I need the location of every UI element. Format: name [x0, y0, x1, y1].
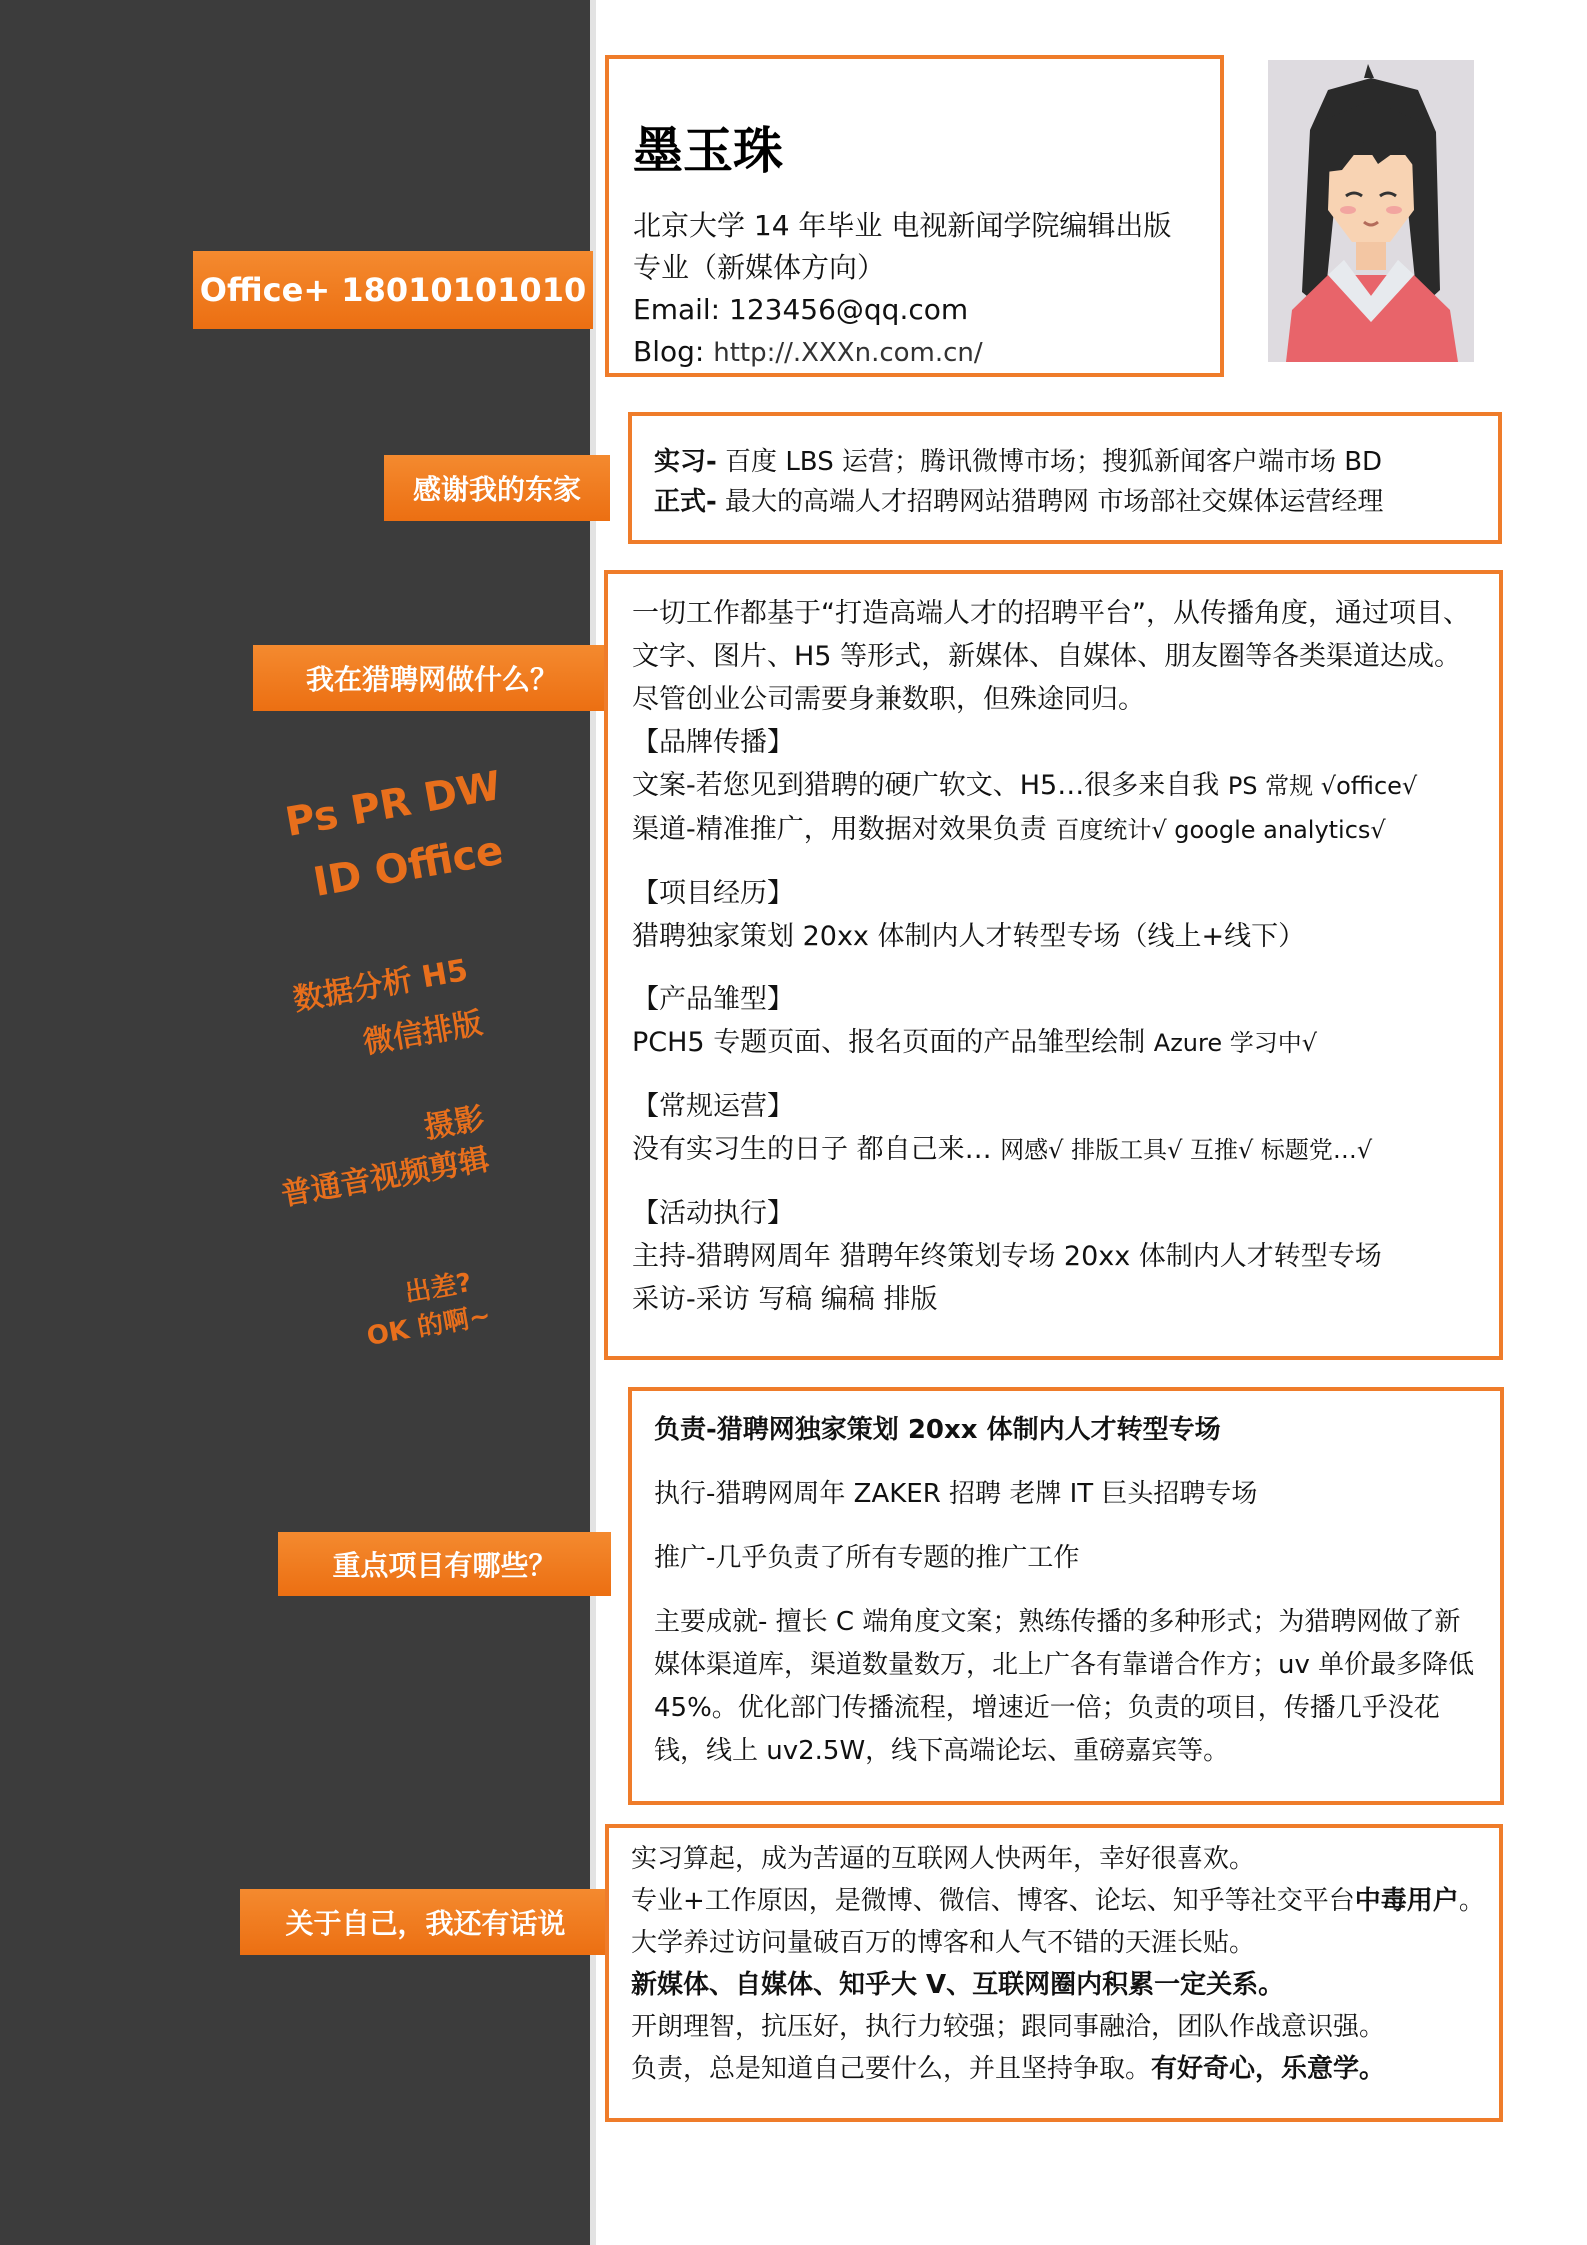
email[interactable]: Email: 123456@qq.com — [633, 293, 969, 326]
skill-travel-1: 出差? — [402, 1267, 474, 1310]
projects-text: 重点项目有哪些？ — [332, 1549, 557, 1582]
ops-line-1: 没有实习生的日子 都自己来… 网感√ 排版工具√ 互推√ 标题党…√ — [632, 1134, 1373, 1165]
about-line-1: 实习算起，成为苦逼的互联网人快两年，幸好很喜欢。 — [631, 1844, 1256, 1874]
about-box — [605, 1824, 1503, 2122]
skill-wechat: 微信排版 — [360, 1005, 486, 1062]
skill-travel-2: OK 的啊~ — [364, 1300, 494, 1353]
project-achievement: 主要成就- 擅长 C 端角度文案；熟练传播的多种形式；为猎聘网做了新媒体渠道库，渠道数量数万，北上广各有靠谱合作方；uv 单价最多降低 45%。优化部门传播流程，增速近一倍；负责的项目，传播几乎没花钱，线上 uv2.5W，线下高端论坛、重磅嘉宾等。 — [654, 1607, 1475, 1766]
about-line-2: 专业+工作原因，是微博、微信、博客、论坛、知乎等社交平台中毒用户。大学养过访问量破百万的博客和人气不错的天涯长贴。 — [631, 1886, 1485, 1958]
brand-line-1: 文案-若您见到猎聘的硬广软文、H5…很多来自我 PS 常规 √office√ — [632, 770, 1418, 801]
blog[interactable]: Blog: http://.XXXn.com.cn/ — [633, 335, 983, 368]
event-line-2: 采访-采访 写稿 编稿 排版 — [632, 1284, 938, 1315]
event-line-1: 主持-猎聘网周年 猎聘年终策划专场 20xx 体制内人才转型专场 — [632, 1241, 1382, 1272]
person-name: 墨玉珠 — [633, 122, 783, 180]
skill-software-1: Ps PR DW — [282, 762, 505, 846]
full-label: 正式- — [654, 487, 717, 517]
work-text: 我在猎聘网做什么？ — [305, 663, 558, 696]
full-row — [654, 482, 1383, 522]
project-title: 【项目经历】 — [632, 878, 794, 909]
brand-title: 【品牌传播】 — [632, 727, 794, 758]
intern-label: 实习- — [654, 447, 717, 477]
about-line-4: 开朗理智，抗压好，执行力较强；跟同事融洽，团队作战意识强。 — [631, 2012, 1386, 2042]
intern-row — [654, 442, 1383, 482]
full-text: 最大的高端人才招聘网站猎聘网 市场部社交媒体运营经理 — [716, 487, 1384, 517]
tag-projects — [278, 1532, 611, 1596]
project-exec: 执行-猎聘网周年 ZAKER 招聘 老牌 IT 巨头招聘专场 — [654, 1479, 1258, 1509]
tag-phone — [193, 251, 593, 329]
ops-title: 【常规运营】 — [632, 1091, 794, 1122]
event-title: 【活动执行】 — [632, 1198, 794, 1229]
projects-box — [628, 1387, 1504, 1805]
tag-work — [253, 645, 611, 711]
avatar-girl-icon — [1268, 60, 1474, 362]
prototype-title: 【产品雏型】 — [632, 984, 794, 1015]
about-line-3: 新媒体、自媒体、知乎大 V、互联网圈内积累一定关系。 — [631, 1970, 1285, 2000]
skill-data: 数据分析 H5 — [290, 952, 471, 1019]
work-intro: 一切工作都基于“打造高端人才的招聘平台”，从传播角度，通过项目、文字、图片、H5 等形式，新媒体、自媒体、朋友圈等各类渠道达成。尽管创业公司需要身兼数职，但殊途同归。 — [632, 598, 1470, 715]
header-box — [605, 55, 1224, 377]
prototype-line-1: PCH5 专题页面、报名页面的产品雏型绘制 Azure 学习中√ — [632, 1027, 1318, 1058]
skill-software-2: ID Office — [310, 827, 507, 906]
tag-thanks — [384, 455, 610, 521]
phone-text: Office+ 18010101010 — [199, 271, 587, 309]
skill-photo: 摄影 — [421, 1101, 487, 1147]
project-lead: 负责-猎聘网独家策划 20xx 体制内人才转型专场 — [654, 1415, 1221, 1445]
intern-text: 百度 LBS 运营；腾讯微博市场；搜狐新闻客户端市场 BD — [716, 447, 1383, 477]
education-line-2: 专业（新媒体方向） — [633, 251, 886, 284]
work-box — [604, 570, 1503, 1360]
brand-line-2: 渠道-精准推广，用数据对效果负责 百度统计√ google analytics√ — [632, 814, 1386, 845]
project-promo: 推广-几乎负责了所有专题的推广工作 — [654, 1543, 1080, 1573]
project-line-1: 猎聘独家策划 20xx 体制内人才转型专场（线上+线下） — [632, 921, 1306, 952]
skill-video: 普通音视频剪辑 — [278, 1142, 492, 1214]
employers-box — [628, 412, 1502, 544]
tag-about — [240, 1889, 611, 1955]
about-line-5: 负责，总是知道自己要什么，并且坚持争取。有好奇心，乐意学。 — [631, 2054, 1386, 2084]
education-line-1: 北京大学 14 年毕业 电视新闻学院编辑出版 — [633, 209, 1172, 242]
thanks-text: 感谢我的东家 — [412, 473, 581, 506]
blog-url[interactable]: http://.XXXn.com.cn/ — [713, 338, 983, 368]
avatar — [1268, 60, 1474, 362]
about-text: 关于自己，我还有话说 — [285, 1907, 566, 1940]
